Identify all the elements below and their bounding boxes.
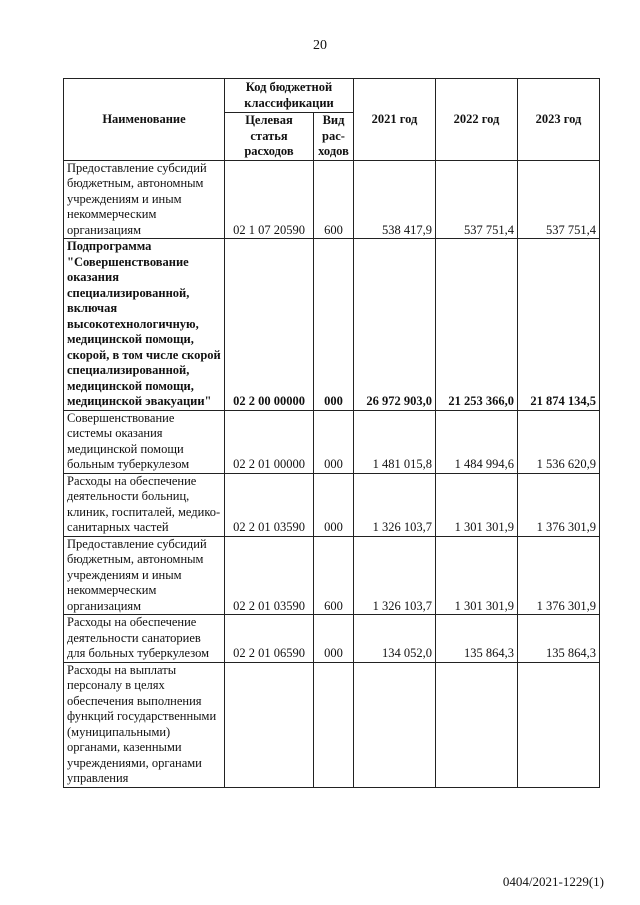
row-2023: 537 751,4 <box>518 160 600 239</box>
document-code: 0404/2021-1229(1) <box>502 874 604 889</box>
page-number: 20 <box>313 38 327 53</box>
row-2022: 135 864,3 <box>436 615 518 663</box>
header-target-article: Целевая статья расходов <box>225 113 314 161</box>
row-type: 000 <box>314 410 354 473</box>
row-type: 600 <box>314 536 354 615</box>
header-code-group: Код бюджетной классификации <box>225 79 354 113</box>
row-name: Расходы на обеспечение деятельности санаториев для больных туберкулезом <box>64 615 225 663</box>
row-name: Предоставление субсидий бюджетным, автономным учреждениям и иным некоммерческим организациям <box>64 536 225 615</box>
header-2021: 2021 год <box>354 79 436 161</box>
row-2021 <box>354 662 436 787</box>
row-name: Совершенствование системы оказания медицинской помощи больным туберкулезом <box>64 410 225 473</box>
row-type: 600 <box>314 160 354 239</box>
table-row-subprogram <box>64 239 600 411</box>
row-2021: 1 326 103,7 <box>354 473 436 536</box>
row-2023: 1 376 301,9 <box>518 473 600 536</box>
table-row <box>64 473 600 536</box>
row-name: Расходы на выплаты персоналу в целях обеспечения выполнения функций государственными (муниципальными) органами, казенными учреждениями, органами управления <box>64 662 225 787</box>
row-type: 000 <box>314 615 354 663</box>
row-2023: 1 376 301,9 <box>518 536 600 615</box>
row-article: 02 2 01 03590 <box>225 536 314 615</box>
row-2022: 21 253 366,0 <box>436 239 518 411</box>
row-2023 <box>518 662 600 787</box>
table-row <box>64 615 600 663</box>
row-2021: 538 417,9 <box>354 160 436 239</box>
table-row <box>64 410 600 473</box>
row-type: 000 <box>314 473 354 536</box>
row-name: Расходы на обеспечение деятельности больниц, клиник, госпиталей, медико-санитарных частей <box>64 473 225 536</box>
row-article: 02 2 01 00000 <box>225 410 314 473</box>
row-article <box>225 662 314 787</box>
row-article: 02 2 01 03590 <box>225 473 314 536</box>
row-article: 02 2 00 00000 <box>225 239 314 411</box>
row-name: Предоставление субсидий бюджетным, автономным учреждениям и иным некоммерческим организациям <box>64 160 225 239</box>
row-2021: 1 326 103,7 <box>354 536 436 615</box>
row-2023: 135 864,3 <box>518 615 600 663</box>
row-2022: 1 301 301,9 <box>436 473 518 536</box>
row-2023: 1 536 620,9 <box>518 410 600 473</box>
header-expense-type: Вид рас-ходов <box>314 113 354 161</box>
row-2022: 537 751,4 <box>436 160 518 239</box>
row-2022: 1 301 301,9 <box>436 536 518 615</box>
header-name: Наименование <box>64 79 225 161</box>
row-type: 000 <box>314 239 354 411</box>
row-2021: 1 481 015,8 <box>354 410 436 473</box>
table-row <box>64 536 600 615</box>
budget-table <box>63 78 600 788</box>
header-2022: 2022 год <box>436 79 518 161</box>
header-2023: 2023 год <box>518 79 600 161</box>
row-article: 02 2 01 06590 <box>225 615 314 663</box>
row-2022 <box>436 662 518 787</box>
table-row <box>64 160 600 239</box>
row-article: 02 1 07 20590 <box>225 160 314 239</box>
row-2021: 26 972 903,0 <box>354 239 436 411</box>
row-2023: 21 874 134,5 <box>518 239 600 411</box>
row-type <box>314 662 354 787</box>
row-2022: 1 484 994,6 <box>436 410 518 473</box>
row-2021: 134 052,0 <box>354 615 436 663</box>
row-name: Подпрограмма "Совершенствование оказания специализированной, включая высокотехнологичную, медицинской помощи, скорой, в том числе скорой специализированной, медицинской помощи, медицинской эвакуации" <box>64 239 225 411</box>
table-row <box>64 662 600 787</box>
